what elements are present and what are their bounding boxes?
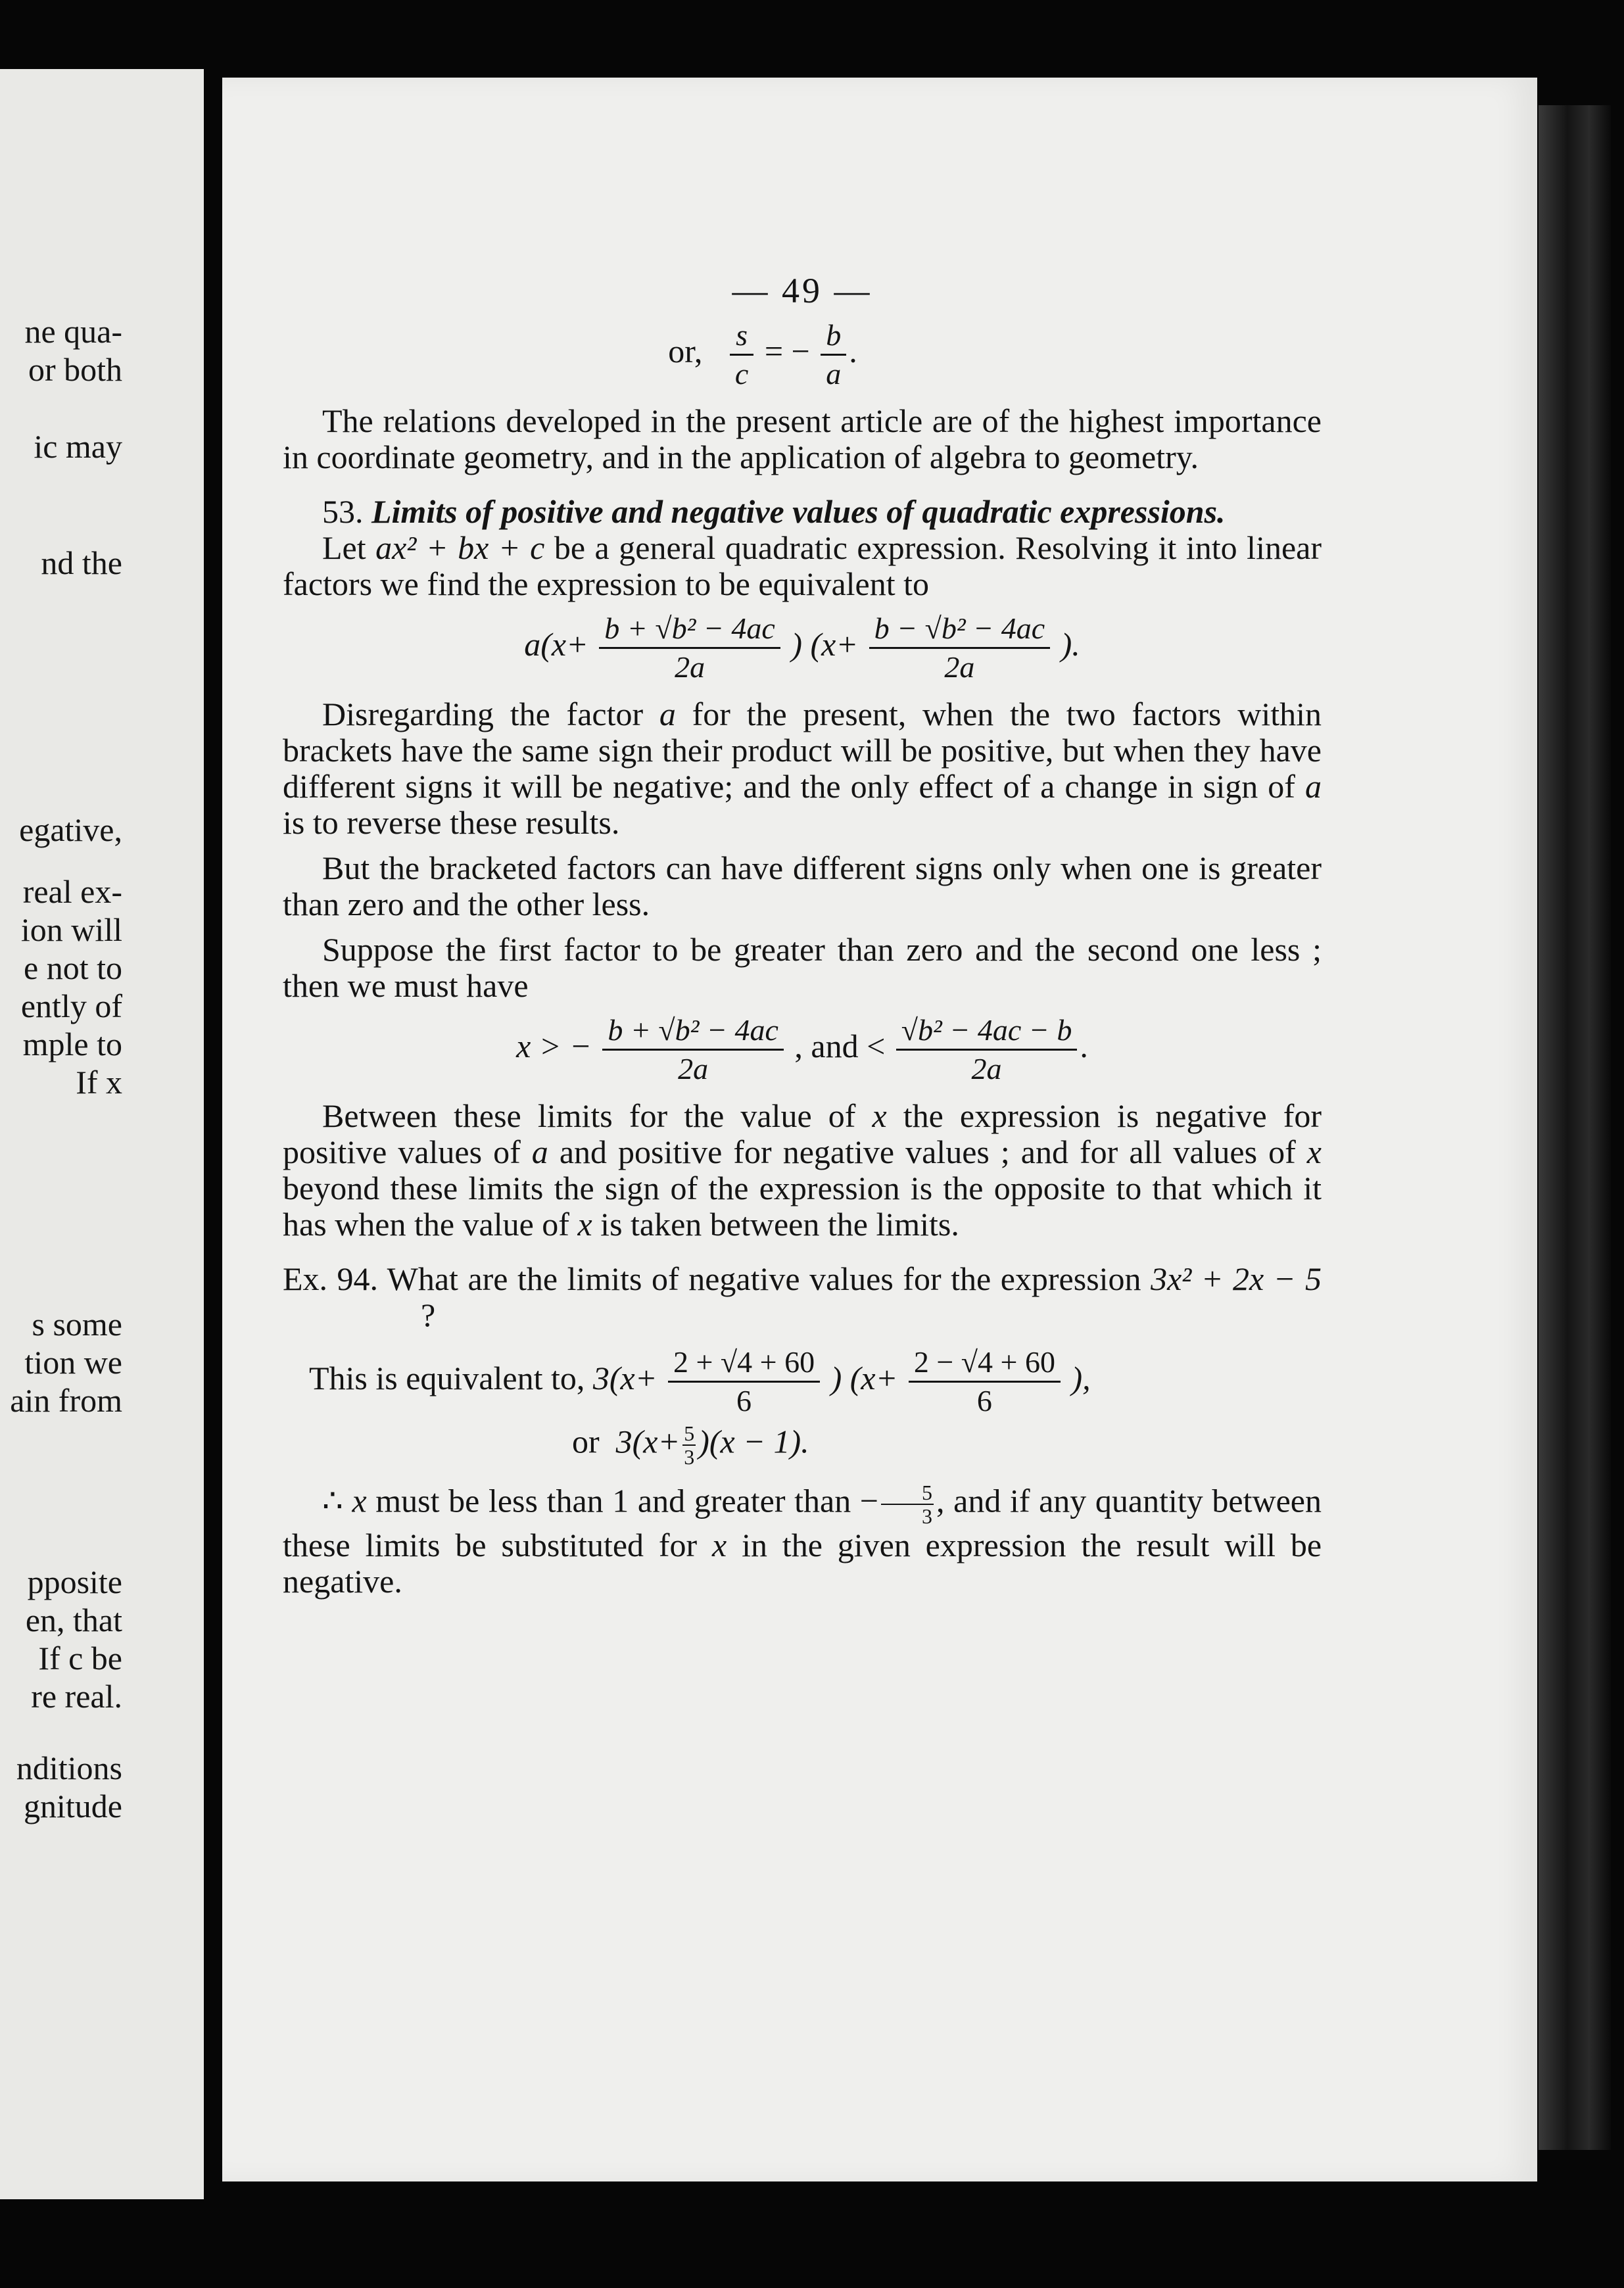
fraction-five-thirds: $\frac{5}{3}$: [881, 1481, 934, 1527]
example-fraction-2: $\frac{2 - √4 + 60}{6}$: [909, 1345, 1061, 1418]
quadratic-expression: ax² + bx + c: [375, 529, 545, 566]
paragraph-conclusion: ∴ x must be less than 1 and greater than − $\frac{5}{3}$ , and if any quantity between these limits be substituted for x in the given expression the result will be negative.: [283, 1481, 1322, 1600]
page-content: [283, 273, 1322, 1600]
left-fragment: nditions: [16, 1750, 122, 1786]
limit-fraction-2: $\frac{\text{√b² − 4ac − b}}{2a}$: [896, 1013, 1078, 1086]
fraction-s-over-c: $\frac{s}{c}$: [730, 318, 753, 391]
limits-inequality: x > − $\frac{\text{b + √b² − 4ac}}{2a}$ , and < $\frac{\text{√b² − 4ac − b}}{2a}$ .: [516, 1013, 1088, 1085]
left-fragment: e not to: [24, 949, 122, 986]
left-fragment: ion will: [20, 911, 122, 948]
root-fraction-1: $\frac{\text{b + √b² − 4ac}}{2a}$: [599, 611, 780, 684]
limit-fraction-1: $\frac{\text{b + √b² − 4ac}}{2a}$: [602, 1013, 784, 1086]
left-fragment: en, that: [25, 1602, 122, 1638]
paragraph-relations: The relations developed in the present article are of the highest importance in coordinate geometry, and in the application of algebra to geometry.: [283, 402, 1322, 475]
left-page-edge: [0, 69, 204, 2199]
page-number: — 49 —: [732, 271, 872, 310]
paragraph-between: Between these limits for the value of x the expression is negative for positive values of a and positive for negative values ; and for all values of x beyond these limits the sign of the expression is the opposite to that which it has when the value of x is taken between the limits.: [283, 1097, 1322, 1243]
example-expression: 3x² + 2x − 5: [1151, 1260, 1322, 1297]
left-fragment: s some: [32, 1306, 122, 1343]
example-label: Ex. 94.: [283, 1260, 379, 1297]
left-fragment: ne qua-: [24, 313, 122, 350]
left-fragment: real ex-: [22, 873, 122, 910]
left-fragment: If x: [76, 1064, 122, 1101]
left-fragment: tion we: [24, 1344, 122, 1381]
or-label: or,: [668, 332, 703, 369]
example-simplified-equation: or 3(x+ $\frac{5}{3}$ )(x − 1).: [572, 1421, 809, 1469]
left-fragment: gnitude: [24, 1788, 122, 1824]
section-number: 53.: [322, 493, 364, 530]
section-title: Limits of positive and negative values of quadratic expressions.: [371, 493, 1226, 530]
left-fragment: re real.: [31, 1678, 122, 1715]
book-spine-shadow: [1539, 105, 1611, 2150]
paragraph-let: Let ax² + bx + c be a general quadratic expression. Resolving it into linear factors we find the expression to be equivalent to: [283, 529, 1322, 602]
minus-sign: −: [791, 332, 810, 369]
paragraph-suppose: Suppose the first factor to be greater than zero and the second one less ; then we must have: [283, 931, 1322, 1004]
section-heading: [283, 494, 1322, 530]
left-fragment: egative,: [19, 811, 122, 848]
ratio-equation: or, $\frac{s}{c}$ = − $\frac{b}{a}$ .: [668, 318, 857, 391]
left-fragment: nd the: [41, 544, 122, 581]
therefore-symbol: ∴: [322, 1482, 343, 1519]
example-factored-equation: This is equivalent to, 3(x+ $\frac{2 + √4 + 60}{6}$ ) (x+ $\frac{2 - √4 + 60}{6}$ ),: [309, 1345, 1091, 1418]
fraction-five-thirds: $\frac{5}{3}$: [684, 1421, 695, 1469]
fraction-b-over-a: $\frac{b}{a}$: [821, 318, 846, 391]
example-fraction-1: $\frac{2 + √4 + 60}{6}$: [668, 1345, 820, 1418]
left-fragment: ain from: [10, 1382, 122, 1419]
paragraph-disregarding: Disregarding the factor a for the present, when the two factors within brackets have the same sign their product will be positive, but when they have different signs it will be negative; and the only effect of a change in sign of a is to reverse these results.: [283, 696, 1322, 841]
equals-sign: =: [764, 332, 784, 369]
left-fragment: If c be: [38, 1640, 122, 1677]
left-fragment: ic may: [34, 428, 122, 465]
example-94: Ex. 94. What are the limits of negative values for the expression 3x² + 2x − 5 ?: [283, 1260, 1322, 1333]
left-fragment: or both: [28, 351, 122, 388]
factored-equation: a(x+ $\frac{\text{b + √b² − 4ac}}{2a}$ ) (x+ $\frac{\text{b − √b² − 4ac}}{2a}$ ).: [524, 611, 1080, 684]
left-fragment: ently of: [20, 988, 122, 1024]
left-fragment: mple to: [22, 1026, 122, 1062]
paragraph-bracketed: But the bracketed factors can have different signs only when one is greater than zero and the other less.: [283, 849, 1322, 922]
left-fragment: pposite: [27, 1563, 122, 1600]
root-fraction-2: $\frac{\text{b − √b² − 4ac}}{2a}$: [869, 611, 1051, 684]
